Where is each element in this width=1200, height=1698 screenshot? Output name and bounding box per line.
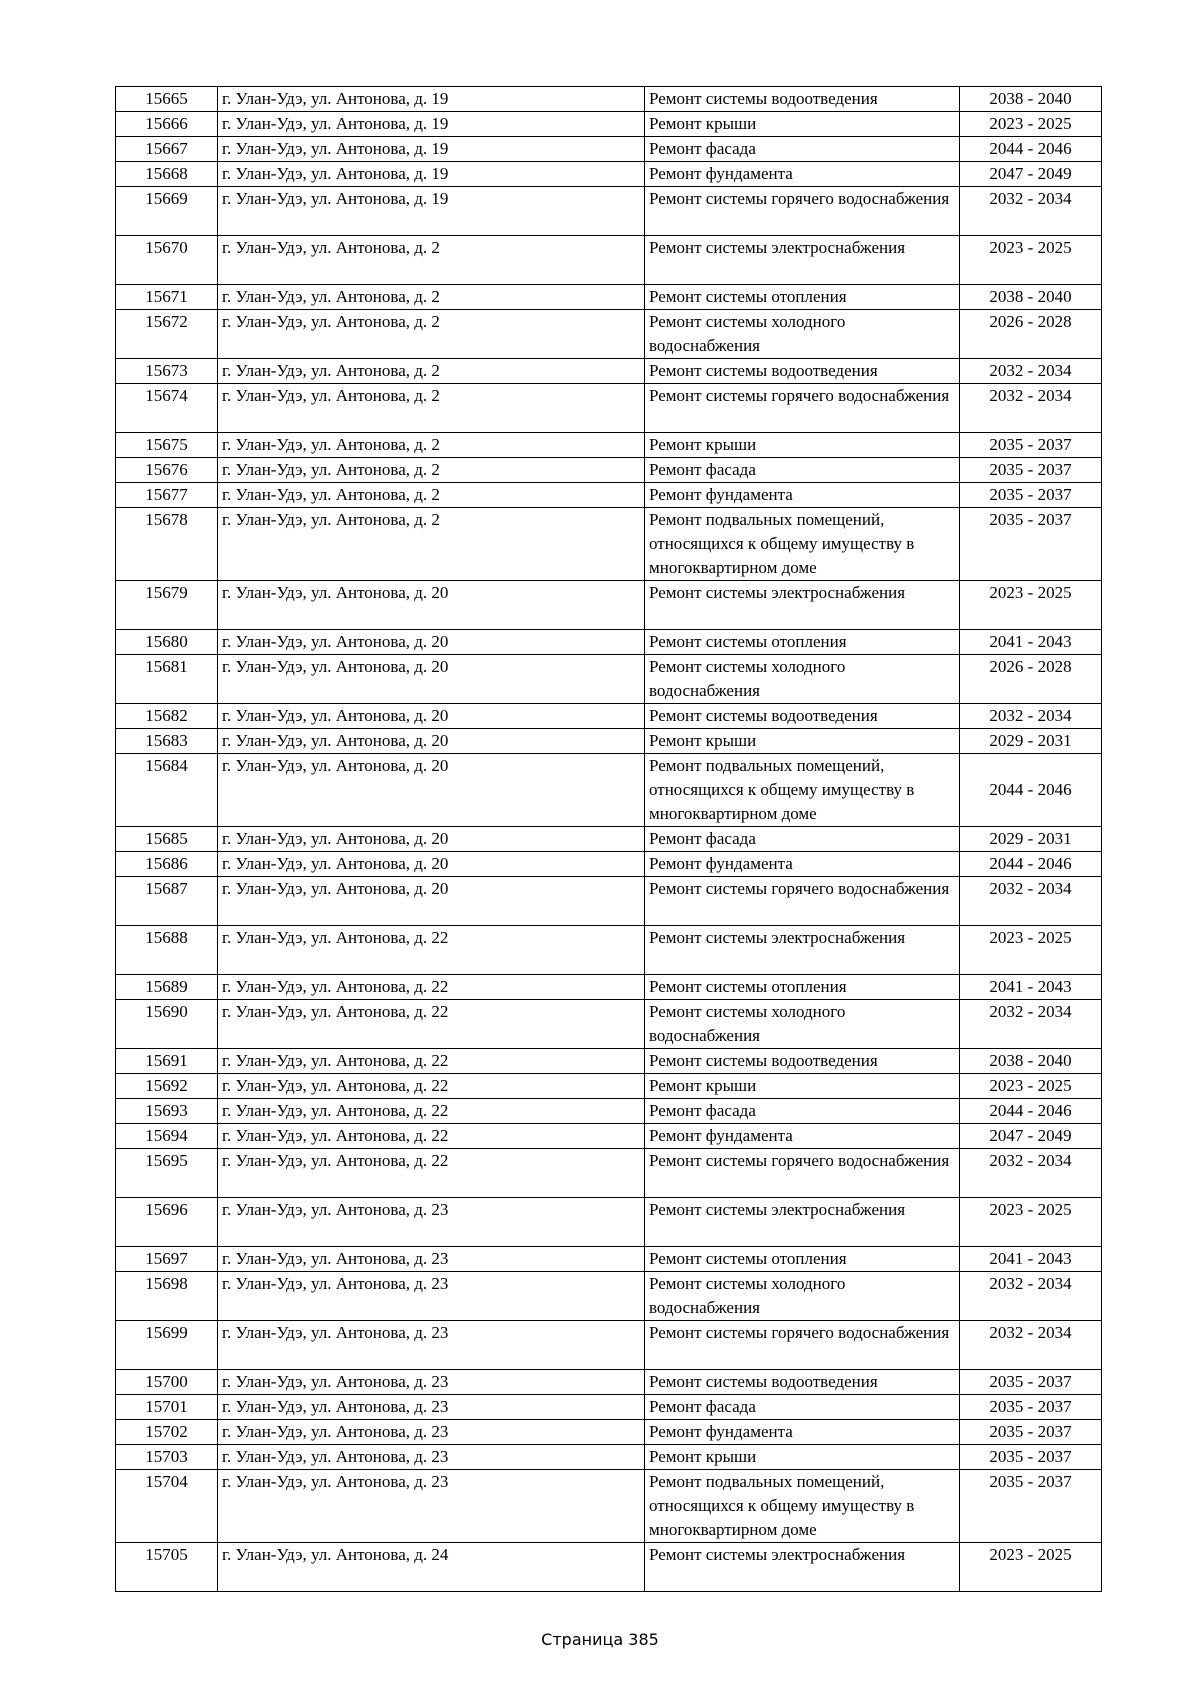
period-cell: 2032 - 2034 — [960, 1321, 1102, 1370]
period-cell: 2032 - 2034 — [960, 359, 1102, 384]
row-number-cell: 15679 — [116, 581, 218, 630]
period-cell: 2032 - 2034 — [960, 1000, 1102, 1049]
work-type-cell: Ремонт системы водоотведения — [645, 1370, 960, 1395]
table-row — [116, 285, 1102, 310]
work-type-cell: Ремонт фасада — [645, 1395, 960, 1420]
row-number-cell: 15684 — [116, 754, 218, 827]
period-cell: 2029 - 2031 — [960, 827, 1102, 852]
address-cell: г. Улан-Удэ, ул. Антонова, д. 2 — [218, 384, 645, 433]
table-row — [116, 1198, 1102, 1247]
period-cell: 2035 - 2037 — [960, 458, 1102, 483]
table-row — [116, 1543, 1102, 1592]
table-row — [116, 754, 1102, 827]
period-cell: 2023 - 2025 — [960, 236, 1102, 285]
row-number-cell: 15696 — [116, 1198, 218, 1247]
work-type-cell: Ремонт системы горячего водоснабжения — [645, 877, 960, 926]
row-number-cell: 15700 — [116, 1370, 218, 1395]
address-cell: г. Улан-Удэ, ул. Антонова, д. 23 — [218, 1445, 645, 1470]
row-number-cell: 15699 — [116, 1321, 218, 1370]
work-type-cell: Ремонт подвальных помещений, относящихся к общему имуществу в многоквартирном доме — [645, 1470, 960, 1543]
table-row — [116, 433, 1102, 458]
address-cell: г. Улан-Удэ, ул. Антонова, д. 20 — [218, 581, 645, 630]
period-cell: 2023 - 2025 — [960, 1198, 1102, 1247]
row-number-cell: 15687 — [116, 877, 218, 926]
row-number-cell: 15677 — [116, 483, 218, 508]
address-cell: г. Улан-Удэ, ул. Антонова, д. 22 — [218, 1124, 645, 1149]
work-type-cell: Ремонт фундамента — [645, 1420, 960, 1445]
work-type-cell: Ремонт системы холодного водоснабжения — [645, 310, 960, 359]
table-row — [116, 236, 1102, 285]
period-cell: 2041 - 2043 — [960, 1247, 1102, 1272]
period-cell: 2035 - 2037 — [960, 1445, 1102, 1470]
work-type-cell: Ремонт подвальных помещений, относящихся к общему имуществу в многоквартирном доме — [645, 754, 960, 827]
address-cell: г. Улан-Удэ, ул. Антонова, д. 22 — [218, 1099, 645, 1124]
period-cell: 2044 - 2046 — [960, 1099, 1102, 1124]
table-row — [116, 87, 1102, 112]
table-row — [116, 310, 1102, 359]
period-cell: 2041 - 2043 — [960, 630, 1102, 655]
work-type-cell: Ремонт системы электроснабжения — [645, 236, 960, 285]
row-number-cell: 15670 — [116, 236, 218, 285]
period-cell: 2026 - 2028 — [960, 655, 1102, 704]
period-cell: 2035 - 2037 — [960, 1395, 1102, 1420]
row-number-cell: 15671 — [116, 285, 218, 310]
address-cell: г. Улан-Удэ, ул. Антонова, д. 22 — [218, 1049, 645, 1074]
address-cell: г. Улан-Удэ, ул. Антонова, д. 22 — [218, 1074, 645, 1099]
period-cell: 2044 - 2046 — [960, 137, 1102, 162]
address-cell: г. Улан-Удэ, ул. Антонова, д. 19 — [218, 137, 645, 162]
table-row — [116, 112, 1102, 137]
table-row — [116, 827, 1102, 852]
table-row — [116, 655, 1102, 704]
work-type-cell: Ремонт фасада — [645, 1099, 960, 1124]
period-cell: 2026 - 2028 — [960, 310, 1102, 359]
row-number-cell: 15673 — [116, 359, 218, 384]
table-row — [116, 187, 1102, 236]
period-cell: 2044 - 2046 — [960, 852, 1102, 877]
period-cell: 2038 - 2040 — [960, 87, 1102, 112]
row-number-cell: 15689 — [116, 975, 218, 1000]
row-number-cell: 15697 — [116, 1247, 218, 1272]
work-type-cell: Ремонт системы водоотведения — [645, 87, 960, 112]
table-row — [116, 729, 1102, 754]
row-number-cell: 15666 — [116, 112, 218, 137]
row-number-cell: 15695 — [116, 1149, 218, 1198]
address-cell: г. Улан-Удэ, ул. Антонова, д. 2 — [218, 458, 645, 483]
row-number-cell: 15703 — [116, 1445, 218, 1470]
period-cell: 2038 - 2040 — [960, 285, 1102, 310]
row-number-cell: 15685 — [116, 827, 218, 852]
row-number-cell: 15665 — [116, 87, 218, 112]
row-number-cell: 15704 — [116, 1470, 218, 1543]
row-number-cell: 15674 — [116, 384, 218, 433]
address-cell: г. Улан-Удэ, ул. Антонова, д. 2 — [218, 433, 645, 458]
address-cell: г. Улан-Удэ, ул. Антонова, д. 2 — [218, 285, 645, 310]
work-type-cell: Ремонт крыши — [645, 112, 960, 137]
work-type-cell: Ремонт системы отопления — [645, 975, 960, 1000]
table-row — [116, 483, 1102, 508]
row-number-cell: 15701 — [116, 1395, 218, 1420]
work-type-cell: Ремонт крыши — [645, 729, 960, 754]
work-type-cell: Ремонт системы электроснабжения — [645, 1543, 960, 1592]
row-number-cell: 15692 — [116, 1074, 218, 1099]
table-row — [116, 1124, 1102, 1149]
period-cell: 2044 - 2046 — [960, 754, 1102, 827]
work-type-cell: Ремонт фундамента — [645, 483, 960, 508]
row-number-cell: 15682 — [116, 704, 218, 729]
period-cell: 2035 - 2037 — [960, 1370, 1102, 1395]
period-cell: 2023 - 2025 — [960, 926, 1102, 975]
row-number-cell: 15688 — [116, 926, 218, 975]
table-row — [116, 1395, 1102, 1420]
table-row — [116, 137, 1102, 162]
work-type-cell: Ремонт системы горячего водоснабжения — [645, 384, 960, 433]
work-type-cell: Ремонт системы горячего водоснабжения — [645, 1149, 960, 1198]
period-cell: 2023 - 2025 — [960, 112, 1102, 137]
work-type-cell: Ремонт крыши — [645, 1445, 960, 1470]
address-cell: г. Улан-Удэ, ул. Антонова, д. 19 — [218, 112, 645, 137]
page-number: Страница 385 — [541, 1630, 659, 1649]
address-cell: г. Улан-Удэ, ул. Антонова, д. 19 — [218, 87, 645, 112]
period-cell: 2032 - 2034 — [960, 704, 1102, 729]
row-number-cell: 15675 — [116, 433, 218, 458]
row-number-cell: 15667 — [116, 137, 218, 162]
period-cell: 2035 - 2037 — [960, 508, 1102, 581]
table-row — [116, 877, 1102, 926]
address-cell: г. Улан-Удэ, ул. Антонова, д. 23 — [218, 1370, 645, 1395]
row-number-cell: 15680 — [116, 630, 218, 655]
address-cell: г. Улан-Удэ, ул. Антонова, д. 19 — [218, 187, 645, 236]
work-type-cell: Ремонт системы электроснабжения — [645, 926, 960, 975]
period-cell: 2032 - 2034 — [960, 1272, 1102, 1321]
work-type-cell: Ремонт системы водоотведения — [645, 704, 960, 729]
table-row — [116, 1445, 1102, 1470]
address-cell: г. Улан-Удэ, ул. Антонова, д. 23 — [218, 1321, 645, 1370]
period-cell: 2023 - 2025 — [960, 1543, 1102, 1592]
address-cell: г. Улан-Удэ, ул. Антонова, д. 2 — [218, 359, 645, 384]
row-number-cell: 15681 — [116, 655, 218, 704]
work-type-cell: Ремонт системы холодного водоснабжения — [645, 655, 960, 704]
row-number-cell: 15668 — [116, 162, 218, 187]
work-type-cell: Ремонт системы холодного водоснабжения — [645, 1272, 960, 1321]
table-row — [116, 630, 1102, 655]
work-type-cell: Ремонт системы электроснабжения — [645, 581, 960, 630]
address-cell: г. Улан-Удэ, ул. Антонова, д. 23 — [218, 1420, 645, 1445]
work-type-cell: Ремонт системы отопления — [645, 285, 960, 310]
table-body — [116, 87, 1102, 1592]
address-cell: г. Улан-Удэ, ул. Антонова, д. 20 — [218, 729, 645, 754]
work-type-cell: Ремонт системы отопления — [645, 630, 960, 655]
address-cell: г. Улан-Удэ, ул. Антонова, д. 22 — [218, 1000, 645, 1049]
period-cell: 2035 - 2037 — [960, 433, 1102, 458]
work-type-cell: Ремонт системы отопления — [645, 1247, 960, 1272]
table-row — [116, 1074, 1102, 1099]
table-row — [116, 359, 1102, 384]
work-schedule-table — [115, 86, 1102, 1592]
row-number-cell: 15693 — [116, 1099, 218, 1124]
table-row — [116, 1470, 1102, 1543]
row-number-cell: 15669 — [116, 187, 218, 236]
address-cell: г. Улан-Удэ, ул. Антонова, д. 22 — [218, 926, 645, 975]
address-cell: г. Улан-Удэ, ул. Антонова, д. 24 — [218, 1543, 645, 1592]
row-number-cell: 15694 — [116, 1124, 218, 1149]
period-cell: 2035 - 2037 — [960, 1420, 1102, 1445]
row-number-cell: 15691 — [116, 1049, 218, 1074]
table-row — [116, 852, 1102, 877]
table-row — [116, 1321, 1102, 1370]
period-cell: 2032 - 2034 — [960, 877, 1102, 926]
period-cell: 2047 - 2049 — [960, 1124, 1102, 1149]
address-cell: г. Улан-Удэ, ул. Антонова, д. 23 — [218, 1247, 645, 1272]
table-row — [116, 1247, 1102, 1272]
period-cell: 2035 - 2037 — [960, 1470, 1102, 1543]
row-number-cell: 15683 — [116, 729, 218, 754]
row-number-cell: 15690 — [116, 1000, 218, 1049]
address-cell: г. Улан-Удэ, ул. Антонова, д. 2 — [218, 310, 645, 359]
address-cell: г. Улан-Удэ, ул. Антонова, д. 23 — [218, 1470, 645, 1543]
address-cell: г. Улан-Удэ, ул. Антонова, д. 20 — [218, 754, 645, 827]
work-type-cell: Ремонт фундамента — [645, 852, 960, 877]
work-type-cell: Ремонт системы водоотведения — [645, 1049, 960, 1074]
table-row — [116, 704, 1102, 729]
work-type-cell: Ремонт системы горячего водоснабжения — [645, 187, 960, 236]
address-cell: г. Улан-Удэ, ул. Антонова, д. 20 — [218, 704, 645, 729]
work-type-cell: Ремонт фасада — [645, 137, 960, 162]
table-row — [116, 975, 1102, 1000]
period-cell: 2029 - 2031 — [960, 729, 1102, 754]
address-cell: г. Улан-Удэ, ул. Антонова, д. 20 — [218, 852, 645, 877]
period-cell: 2032 - 2034 — [960, 1149, 1102, 1198]
address-cell: г. Улан-Удэ, ул. Антонова, д. 23 — [218, 1272, 645, 1321]
work-type-cell: Ремонт системы водоотведения — [645, 359, 960, 384]
table-row — [116, 581, 1102, 630]
table-row — [116, 1149, 1102, 1198]
work-type-cell: Ремонт системы холодного водоснабжения — [645, 1000, 960, 1049]
address-cell: г. Улан-Удэ, ул. Антонова, д. 20 — [218, 630, 645, 655]
row-number-cell: 15676 — [116, 458, 218, 483]
table-row — [116, 1000, 1102, 1049]
table-row — [116, 1370, 1102, 1395]
table-row — [116, 1272, 1102, 1321]
row-number-cell: 15686 — [116, 852, 218, 877]
row-number-cell: 15702 — [116, 1420, 218, 1445]
address-cell: г. Улан-Удэ, ул. Антонова, д. 20 — [218, 877, 645, 926]
work-type-cell: Ремонт фасада — [645, 827, 960, 852]
table-row — [116, 1420, 1102, 1445]
address-cell: г. Улан-Удэ, ул. Антонова, д. 22 — [218, 975, 645, 1000]
table-row — [116, 162, 1102, 187]
period-cell: 2035 - 2037 — [960, 483, 1102, 508]
address-cell: г. Улан-Удэ, ул. Антонова, д. 23 — [218, 1395, 645, 1420]
work-type-cell: Ремонт системы электроснабжения — [645, 1198, 960, 1247]
table-row — [116, 926, 1102, 975]
row-number-cell: 15705 — [116, 1543, 218, 1592]
work-type-cell: Ремонт фундамента — [645, 162, 960, 187]
work-type-cell: Ремонт крыши — [645, 433, 960, 458]
period-cell: 2023 - 2025 — [960, 1074, 1102, 1099]
period-cell: 2032 - 2034 — [960, 187, 1102, 236]
address-cell: г. Улан-Удэ, ул. Антонова, д. 20 — [218, 827, 645, 852]
row-number-cell: 15672 — [116, 310, 218, 359]
period-cell: 2023 - 2025 — [960, 581, 1102, 630]
work-type-cell: Ремонт крыши — [645, 1074, 960, 1099]
period-cell: 2032 - 2034 — [960, 384, 1102, 433]
table-row — [116, 384, 1102, 433]
address-cell: г. Улан-Удэ, ул. Антонова, д. 2 — [218, 508, 645, 581]
row-number-cell: 15678 — [116, 508, 218, 581]
address-cell: г. Улан-Удэ, ул. Антонова, д. 23 — [218, 1198, 645, 1247]
work-type-cell: Ремонт системы горячего водоснабжения — [645, 1321, 960, 1370]
table-row — [116, 458, 1102, 483]
table-row — [116, 508, 1102, 581]
address-cell: г. Улан-Удэ, ул. Антонова, д. 20 — [218, 655, 645, 704]
table-row — [116, 1099, 1102, 1124]
work-type-cell: Ремонт фундамента — [645, 1124, 960, 1149]
table-row — [116, 1049, 1102, 1074]
period-cell: 2047 - 2049 — [960, 162, 1102, 187]
address-cell: г. Улан-Удэ, ул. Антонова, д. 2 — [218, 236, 645, 285]
address-cell: г. Улан-Удэ, ул. Антонова, д. 22 — [218, 1149, 645, 1198]
address-cell: г. Улан-Удэ, ул. Антонова, д. 2 — [218, 483, 645, 508]
address-cell: г. Улан-Удэ, ул. Антонова, д. 19 — [218, 162, 645, 187]
work-type-cell: Ремонт фасада — [645, 458, 960, 483]
period-cell: 2041 - 2043 — [960, 975, 1102, 1000]
row-number-cell: 15698 — [116, 1272, 218, 1321]
period-cell: 2038 - 2040 — [960, 1049, 1102, 1074]
work-type-cell: Ремонт подвальных помещений, относящихся к общему имуществу в многоквартирном доме — [645, 508, 960, 581]
